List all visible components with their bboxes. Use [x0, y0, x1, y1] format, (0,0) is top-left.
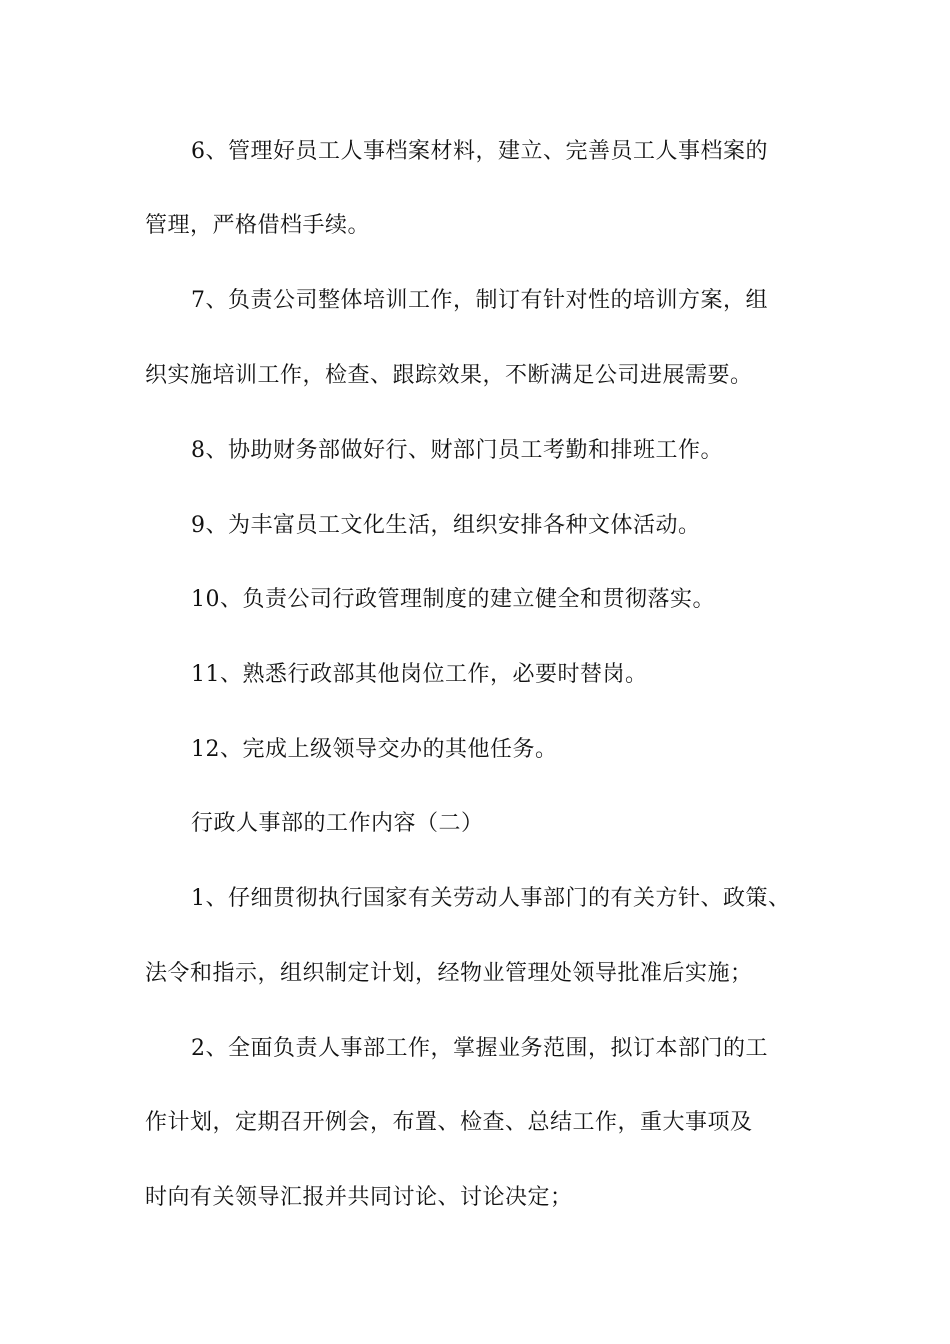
- paragraph-line: 管理，严格借档手续。: [145, 213, 371, 238]
- paragraph-line: 作计划，定期召开例会，布置、检查、总结工作，重大事项及: [145, 1110, 753, 1135]
- paragraph-line: 7、负责公司整体培训工作，制订有针对性的培训方案，组: [191, 288, 768, 313]
- section-heading: 行政人事部的工作内容（二）: [191, 811, 484, 836]
- paragraph-line: 法令和指示，组织制定计划，经物业管理处领导批准后实施；: [145, 961, 753, 986]
- paragraph-line: 时向有关领导汇报并共同讨论、讨论决定；: [145, 1185, 573, 1210]
- paragraph-line: 12、完成上级领导交办的其他任务。: [191, 737, 558, 762]
- paragraph-line: 10、负责公司行政管理制度的建立健全和贯彻落实。: [191, 587, 715, 612]
- paragraph-line: 9、为丰富员工文化生活，组织安排各种文体活动。: [191, 513, 701, 538]
- paragraph-line: 2、全面负责人事部工作，掌握业务范围，拟订本部门的工: [191, 1036, 768, 1061]
- paragraph-line: 8、协助财务部做好行、财部门员工考勤和排班工作。: [191, 438, 723, 463]
- paragraph-line: 6、管理好员工人事档案材料，建立、完善员工人事档案的: [191, 139, 768, 164]
- paragraph-line: 1、仔细贯彻执行国家有关劳动人事部门的有关方针、政策、: [191, 886, 791, 911]
- paragraph-line: 11、熟悉行政部其他岗位工作，必要时替岗。: [191, 662, 648, 687]
- paragraph-line: 织实施培训工作，检查、跟踪效果，不断满足公司进展需要。: [145, 363, 753, 388]
